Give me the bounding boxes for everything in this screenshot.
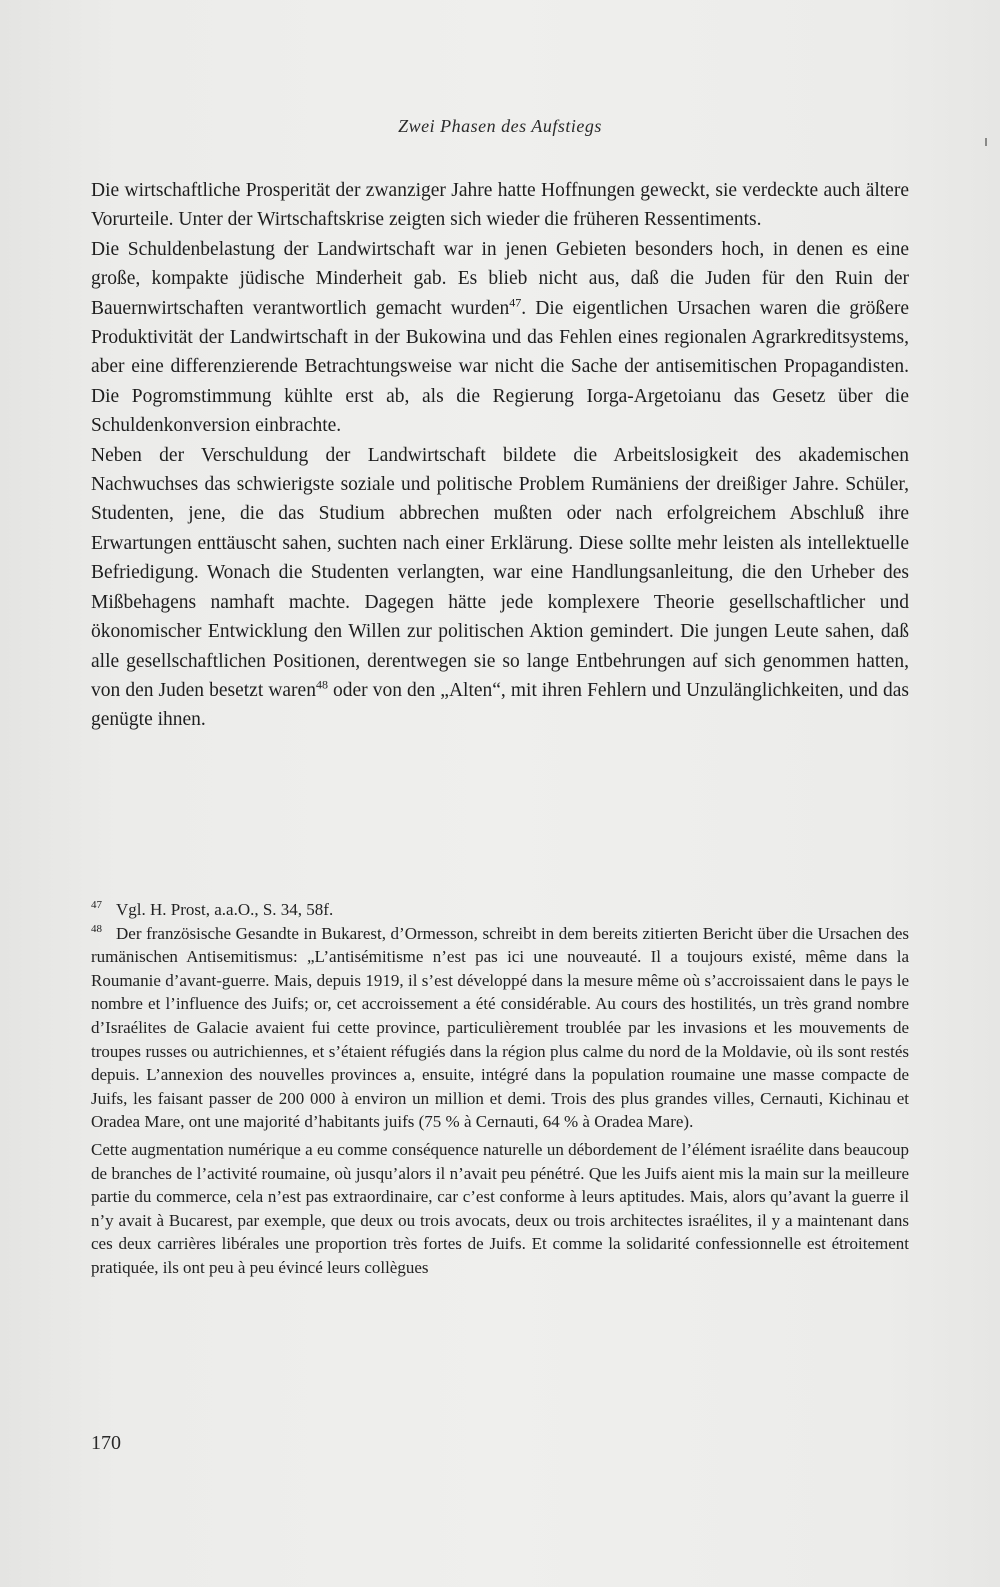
paragraph-3-text: Neben der Verschuldung der Landwirtschaft bildete die Arbeitslosigkeit des akademischen Nachwuchses das schwierigste soziale und politische Problem Rumäniens der dreißiger Jahre. Schüler, Studenten, jene, die das Studium abbrechen mußten oder nach erfolgreichem Abschluß ihre Erwartungen enttäuscht sahen, suchten nach einer Erklärung. Diese sollte mehr leisten als intellektuelle Befriedigung. Wonach die Studenten verlangten, war eine Handlungsanleitung, die den Urheber des Mißbehagens namhaft machte. Dagegen hätte jede komplexere Theorie gesellschaftlicher und ökonomischer Entwicklung den Willen zur politischen Aktion gemindert. Die jungen Leute sahen, daß alle gesellschaftlichen Positionen, derentwegen sie so lange Entbehrungen auf sich genommen hatten, von den Juden besetzt waren	[91, 444, 909, 701]
footnote-47	[91, 898, 909, 922]
footnote-text: Der französische Gesandte in Bukarest, d’Ormesson, schreibt in dem bereits zitierten Bericht über die Ursachen des rumänischen Antisemitismus: „L’antisémitisme n’est pas ici une nouveauté. Il a toujours existé, même dans la Roumanie d’avant-guerre. Mais, depuis 1919, il s’est développé dans la mesure même où s’accroissaient dans le pays le nombre et l’influence des Juifs; or, cet accroissement a été considérable. Au cours des hostilités, un très grand nombre d’Israélites de Galacie avaient fui cette province, particulièrement troublée par les invasions et les mouvements de troupes russes ou autrichiennes, et s’étaient réfugiés dans la région plus calme du nord de la Moldavie, où ils sont restés depuis. L’annexion des nouvelles provinces a, ensuite, intégré dans la population roumaine une masse compacte de Juifs, les faisant passer de 200 000 à environ un million et demi. Trois des plus grandes villes, Cernauti, Kichinau et Oradea Mare, ont une majorité d’habitants juifs (75 % à Cernauti, 64 % à Oradea Mare).	[91, 923, 909, 1132]
main-text	[91, 176, 909, 735]
running-head: Zwei Phasen des Aufstiegs	[398, 116, 602, 136]
footnote-48	[91, 922, 909, 1134]
page-number: 170	[91, 1432, 121, 1454]
paragraph-2	[91, 235, 909, 441]
footnotes	[91, 898, 909, 1280]
footnote-number: 48	[91, 922, 102, 935]
paragraph-2-tail: . Die eigentlichen Ursachen waren die größere Produktivität der Landwirtschaft in der Bukowina und das Fehlen eines regionalen Agrarkreditsystems, aber eine differenzierende Betrachtungsweise war nicht die Sache der antisemitischen Propagandisten. Die Pogromstimmung kühlte erst ab, als die Regierung Iorga-Argetoianu das Gesetz über die Schuldenkonversion einbrachte.	[91, 297, 909, 437]
paragraph-2-text: Die Schuldenbelastung der Landwirtschaft war in jenen Gebieten besonders hoch, in denen es eine große, kompakte jüdische Minderheit gab. Es blieb nicht aus, daß die Juden für den Ruin der Bauernwirtschaften verantwortlich gemacht wurden	[91, 238, 909, 319]
footnote-text: Vgl. H. Prost, a.a.O., S. 34, 58f.	[116, 900, 334, 919]
footnote-ref-47[interactable]: 47	[509, 295, 522, 310]
footnote-number: 47	[91, 899, 102, 912]
paragraph-3-tail: oder von den „Alten“, mit ihren Fehlern und Unzulänglichkeiten, und das genügte ihnen.	[91, 679, 909, 731]
paragraph-3	[91, 441, 909, 735]
page-edge-mark	[985, 138, 987, 146]
footnote-ref-48[interactable]: 48	[315, 677, 328, 692]
paragraph-1: Die wirtschaftliche Prosperität der zwanziger Jahre hatte Hoffnungen geweckt, sie verdeckte auch ältere Vorurteile. Unter der Wirtschaftskrise zeigten sich wieder die früheren Ressentiments.	[91, 180, 909, 231]
footnote-48-continuation: Cette augmentation numérique a eu comme conséquence naturelle un débordement de l’élément israélite dans beaucoup de branches de l’activité roumaine, où jusqu’alors il n’avait peu pénétré. Que les Juifs aient mis la main sur la meilleure partie du commerce, cela n’est pas extraordinaire, car c’est conforme à leurs aptitudes. Mais, alors qu’avant la guerre il n’y avait à Bucarest, par exemple, que deux ou trois avocats, deux ou trois architectes israélites, il y a maintenant dans ces deux carrières libérales une proportion très fortes de Juifs. Et comme la solidarité confessionnelle est étroitement pratiquée, ils ont peu à peu évincé leurs collègues	[91, 1139, 909, 1277]
